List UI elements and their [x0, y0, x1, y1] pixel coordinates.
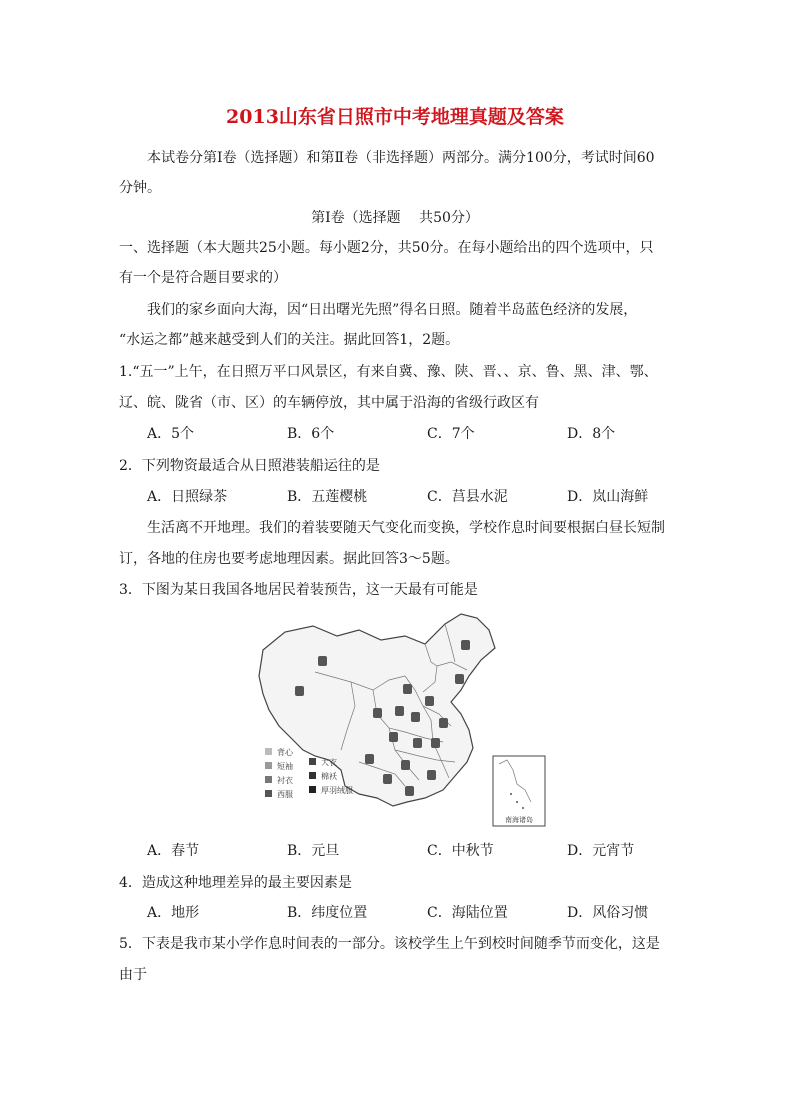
q5-stem-line-1: 5．下表是我市某小学作息时间表的一部分。该校学生上午到校时间随季节而变化，这是: [119, 936, 660, 952]
q4-option-d: D．风俗习惯: [567, 905, 649, 921]
legend-vest: 背心: [277, 748, 293, 757]
passage2-line-1: 生活离不开地理。我们的着装要随天气变化而变换，学校作息时间要根据白昼长短制: [147, 520, 665, 536]
legend-down-jacket: 厚羽绒服: [321, 786, 353, 795]
passage2-line-2: 订，各地的住房也要考虑地理因素。据此回答3～5题。: [119, 551, 459, 567]
q3-option-d: D．元宵节: [567, 843, 635, 859]
q4-option-b: B．纬度位置: [287, 905, 368, 921]
q1-option-d: D．8个: [567, 426, 616, 442]
q3-stem: 3．下图为某日我国各地居民着装预告，这一天最有可能是: [119, 582, 478, 598]
intro-line-1: 本试卷分第Ⅰ卷（选择题）和第Ⅱ卷（非选择题）两部分。满分100分，考试时间60: [147, 150, 655, 166]
q2-option-b: B．五莲樱桃: [287, 489, 368, 505]
legend-short-sleeve: 短袖: [277, 762, 293, 771]
q4-stem: 4．造成这种地理差异的最主要因素是: [119, 875, 352, 891]
q3-option-b: B．元旦: [287, 843, 340, 859]
q4-option-a: A．地形: [147, 905, 200, 921]
q1-option-c: C．7个: [427, 426, 475, 442]
q2-option-d: D．岚山海鲜: [567, 489, 649, 505]
q1-option-a: A．5个: [147, 426, 195, 442]
instruction-line-2: 有一个是符合题目要求的）: [119, 270, 287, 286]
china-clothing-map: [255, 610, 551, 832]
q2-stem: 2．下列物资最适合从日照港装船运往的是: [119, 458, 380, 474]
instruction-line-1: 一、选择题（本大题共25小题。每小题2分，共50分。在每小题给出的四个选项中，只: [119, 240, 654, 256]
legend-left: [265, 747, 294, 799]
q4-option-c: C．海陆位置: [427, 905, 508, 921]
q1-stem-line-1: 1.“五一”上午，在日照万平口风景区，有来自冀、豫、陕、晋、、京、鲁、黑、津、鄂、: [119, 364, 658, 380]
china-map-svg: [255, 610, 551, 832]
intro-line-2: 分钟。: [119, 180, 161, 196]
q2-option-c: C．莒县水泥: [427, 489, 508, 505]
south-china-sea-inset: [493, 756, 545, 826]
q1-stem-line-2: 辽、皖、陇省（市、区）的车辆停放，其中属于沿海的省级行政区有: [119, 395, 539, 411]
q5-stem-line-2: 由于: [119, 967, 147, 983]
passage1-line-1: 我们的家乡面向大海，因“日出曙光先照”得名日照。随着半岛蓝色经济的发展，: [147, 302, 638, 318]
legend-coat: 大衣: [321, 758, 337, 767]
q2-option-a: A．日照绿茶: [147, 489, 228, 505]
legend-shirt: 衬衣: [277, 776, 293, 785]
section-title: 第Ⅰ卷（选择题 共50分）: [311, 210, 479, 226]
q3-option-c: C．中秋节: [427, 843, 494, 859]
page-title: 2013山东省日照市中考地理真题及答案: [226, 106, 564, 128]
legend-cotton-jacket: 棉袄: [321, 772, 337, 781]
legend-suit: 西服: [277, 790, 293, 799]
inset-label: 南海诸岛: [505, 816, 533, 824]
passage1-line-2: “水运之都”越来越受到人们的关注。据此回答1，2题。: [119, 332, 460, 348]
q3-option-a: A．春节: [147, 843, 200, 859]
q1-option-b: B．6个: [287, 426, 335, 442]
